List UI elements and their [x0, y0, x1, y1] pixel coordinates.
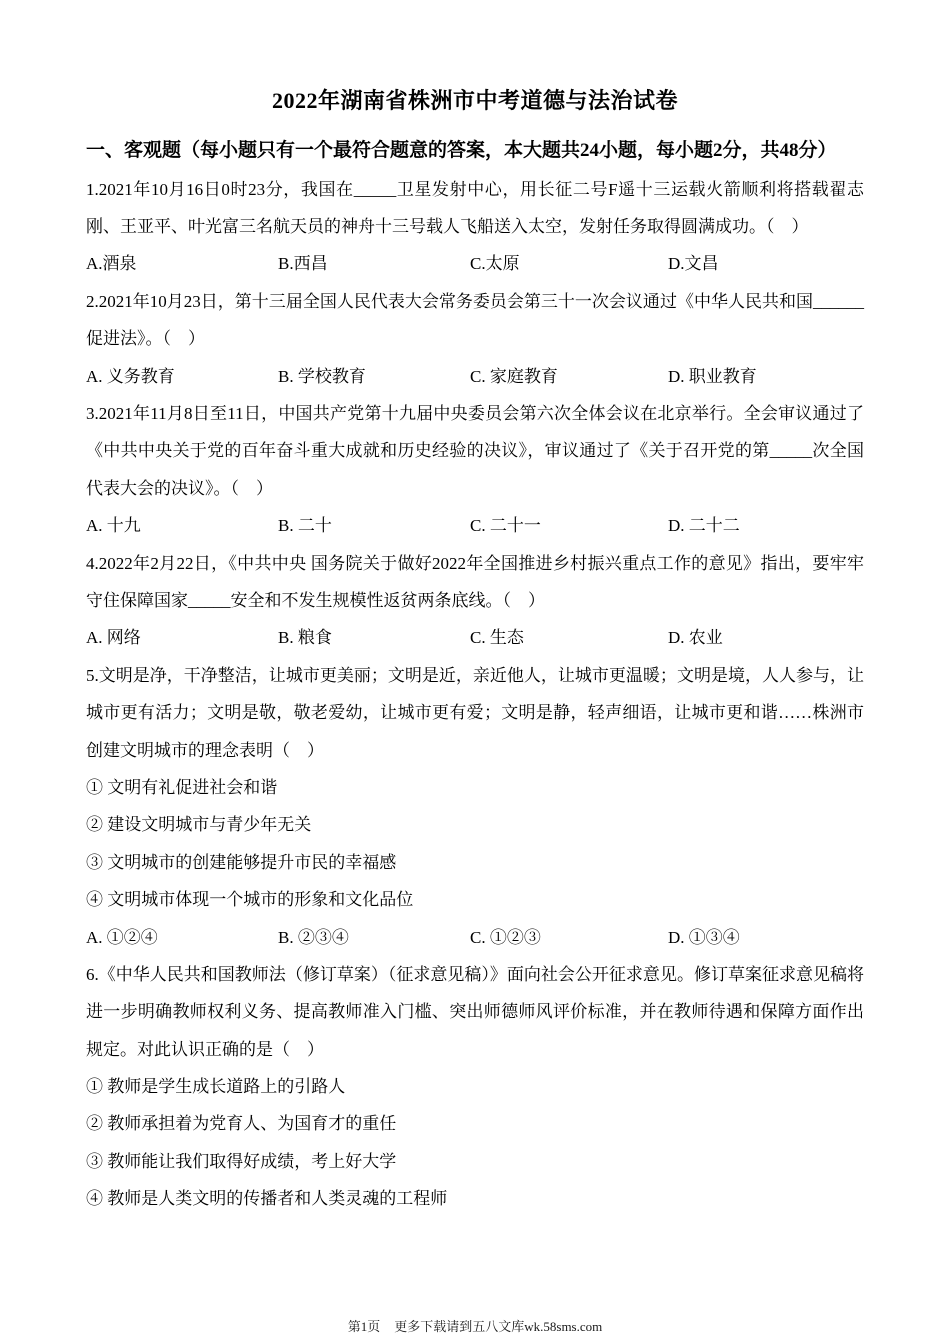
question-5-item-1: ① 文明有礼促进社会和谐 [86, 777, 278, 797]
option-a: A.酒泉 [86, 254, 137, 274]
question-1 [86, 171, 864, 283]
question-5 [86, 657, 864, 956]
question-6-item-1: ① 教师是学生成长道路上的引路人 [86, 1077, 346, 1097]
option-d: D. 职业教育 [668, 366, 757, 386]
question-1-options [86, 245, 864, 282]
question-5-stem: 5.文明是净，干净整洁，让城市更美丽；文明是近，亲近他人，让城市更温暖；文明是境，人人参与，让城市更有活力；文明是敬，敬老爱幼，让城市更有爱；文明是静，轻声细语，让城市更和谐……株洲市创建文明城市的理念表明（ ） [86, 665, 864, 760]
footer-download-note: 更多下载请到五八文库wk.58sms.com [394, 1318, 603, 1334]
option-c: C. ①②③ [470, 927, 541, 947]
question-2-stem: 2.2021年10月23日，第十三届全国人民代表大会常务委员会第三十一次会议通过《中华人民共和国______促进法》。（ ） [86, 291, 864, 349]
option-d: D.文昌 [668, 254, 719, 274]
option-b: B. ②③④ [278, 927, 349, 947]
option-c: C.太原 [470, 254, 520, 274]
option-a: A. ①②④ [86, 927, 158, 947]
page-title: 2022年湖南省株洲市中考道德与法治试卷 [271, 88, 678, 113]
section-one-heading: 一、客观题（每小题只有一个最符合题意的答案，本大题共24小题，每小题2分，共48分） [86, 139, 837, 161]
question-4-stem: 4.2022年2月22日，《中共中央 国务院关于做好2022年全国推进乡村振兴重点工作的意见》指出，要牢牢守住保障国家_____安全和不发生规模性返贫两条底线。（ ） [86, 553, 864, 610]
question-3-options [86, 507, 864, 544]
question-6-stem: 6.《中华人民共和国教师法（修订草案）（征求意见稿）》面向社会公开征求意见。修订草案征求意见稿将进一步明确教师权利义务、提高教师准入门槛、突出师德师风评价标准，并在教师待遇和保障方面作出规定。对此认识正确的是（ ） [86, 964, 864, 1059]
question-4-options [86, 619, 864, 656]
question-3-stem: 3.2021年11月8日至11日，中国共产党第十九届中央委员会第六次全体会议在北京举行。全会审议通过了《中共中央关于党的百年奋斗重大成就和历史经验的决议》，审议通过了《关于召开党的第_____次全国代表大会的决议》。（ ） [86, 404, 864, 498]
option-c: C. 二十一 [470, 516, 541, 536]
question-4 [86, 545, 864, 657]
option-d: D. 二十二 [668, 516, 740, 536]
option-b: B. 粮食 [278, 628, 332, 648]
question-5-item-3: ③ 文明城市的创建能够提升市民的幸福感 [86, 852, 397, 872]
option-d: D. ①③④ [668, 927, 740, 947]
option-a: A. 十九 [86, 516, 141, 536]
page-footer [0, 1318, 950, 1336]
question-6-item-3: ③ 教师能让我们取得好成绩，考上好大学 [86, 1151, 397, 1171]
question-5-options [86, 919, 864, 956]
option-a: A. 义务教育 [86, 366, 175, 386]
option-d: D. 农业 [668, 628, 723, 648]
question-3 [86, 395, 864, 545]
question-5-item-2: ② 建设文明城市与青少年无关 [86, 815, 312, 835]
question-2 [86, 283, 864, 395]
question-6-item-4: ④ 教师是人类文明的传播者和人类灵魂的工程师 [86, 1189, 448, 1209]
question-5-item-4: ④ 文明城市体现一个城市的形象和文化品位 [86, 890, 414, 910]
question-1-stem: 1.2021年10月16日0时23分，我国在_____卫星发射中心，用长征二号F遥十三运载火箭顺利将搭载翟志刚、王亚平、叶光富三名航天员的神舟十三号载人飞船送入太空，发射任务取得圆满成功。（ ） [86, 179, 864, 237]
option-b: B.西昌 [278, 254, 328, 274]
option-a: A. 网络 [86, 628, 141, 648]
question-6 [86, 956, 864, 1218]
option-b: B. 二十 [278, 516, 332, 536]
option-b: B. 学校教育 [278, 366, 366, 386]
question-6-item-2: ② 教师承担着为党育人、为国育才的重任 [86, 1114, 397, 1134]
option-c: C. 家庭教育 [470, 366, 558, 386]
question-2-options [86, 358, 864, 395]
footer-page-number: 第1页 [347, 1318, 381, 1334]
option-c: C. 生态 [470, 628, 524, 648]
